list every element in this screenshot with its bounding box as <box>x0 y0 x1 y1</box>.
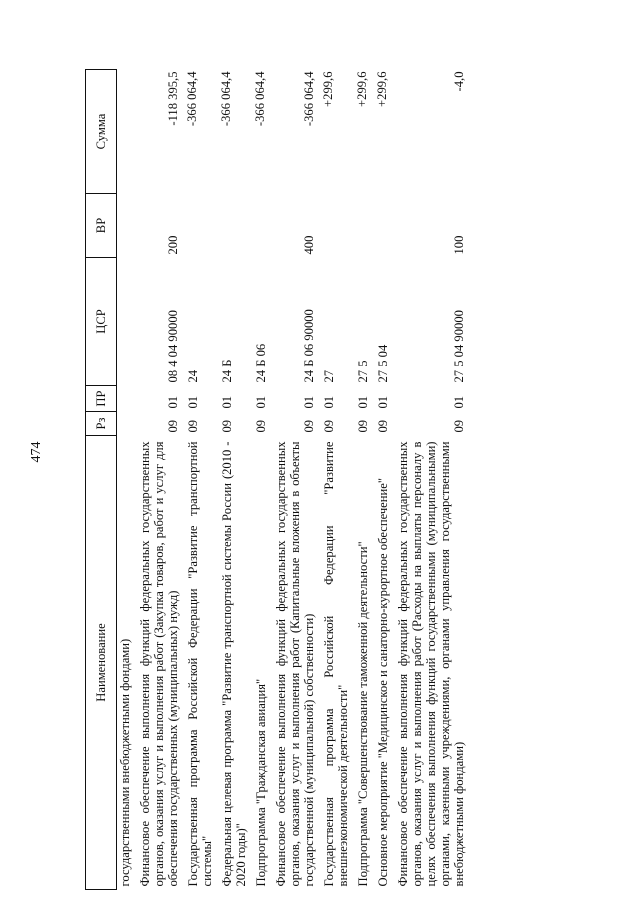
table-row <box>185 70 219 890</box>
cell-sum: +299,6 <box>375 71 389 107</box>
cell-rz: 09 <box>322 419 336 433</box>
cell-csr: 08 4 04 90000 <box>166 310 180 383</box>
cell-pr: 01 <box>322 395 336 409</box>
cell-name: Финансовое обеспечение выполнения функций федеральных государственных органов, оказания услуг и выполнения работ (Расходы на выплаты персоналу в целях обеспечения выполнения функций государственными (муниципальными) органами, казенными учреждениями, органами управления государственными внебюджетными фондами) <box>396 441 466 887</box>
cell-name: Федеральная целевая программа "Развитие транспортной системы России (2010 - 2020 годы)" <box>220 441 248 887</box>
cell-pr: 01 <box>220 395 234 409</box>
cell-pr: 01 <box>376 395 390 409</box>
cell-vr: 100 <box>452 235 466 255</box>
cell-sum: -366 064,4 <box>302 71 316 127</box>
cell-rz: 09 <box>452 419 466 433</box>
cell-vr <box>355 194 375 258</box>
page-number: 474 <box>29 441 44 463</box>
cell-name: Основное мероприятие "Медицинское и санаторно-курортное обеспечение" <box>376 478 390 887</box>
header-pr: ПР <box>86 386 117 412</box>
cell-rz: 09 <box>254 419 268 433</box>
cell-vr: 400 <box>302 235 316 255</box>
cell-vr <box>375 194 395 258</box>
cell-name: государственными внебюджетными фондами) <box>117 436 138 890</box>
cell-vr <box>253 194 273 258</box>
cell-name: Подпрограмма "Гражданская авиация" <box>254 678 268 887</box>
cell-rz: 09 <box>356 419 370 433</box>
cell-pr: 01 <box>254 395 268 409</box>
cell-vr <box>185 194 219 258</box>
cell-sum: -366 064,4 <box>185 71 199 127</box>
table-row <box>273 70 321 890</box>
cell-csr: 27 5 <box>356 360 370 383</box>
cell-pr: 01 <box>356 395 370 409</box>
table-row <box>253 70 273 890</box>
cell-csr: 24 Б 06 <box>254 343 268 383</box>
cell-rz <box>117 412 138 436</box>
cell-csr: 27 5 04 90000 <box>452 310 466 383</box>
cell-csr: 24 Б 06 90000 <box>302 309 316 383</box>
cell-csr <box>117 258 138 386</box>
cell-sum: +299,6 <box>355 71 369 107</box>
cell-rz: 09 <box>186 419 200 433</box>
cell-vr <box>321 194 355 258</box>
cell-name: Подпрограмма "Совершенствование таможенной деятельности" <box>356 541 370 887</box>
table-row <box>375 70 395 890</box>
cell-sum <box>117 70 138 194</box>
cell-rz: 09 <box>302 419 316 433</box>
cell-csr: 24 <box>186 369 200 383</box>
cell-pr <box>117 386 138 412</box>
table-row <box>355 70 375 890</box>
cell-csr: 27 <box>322 369 336 383</box>
header-sum: Сумма <box>86 70 117 194</box>
budget-table-rotated <box>85 70 615 890</box>
cell-vr <box>117 194 138 258</box>
cell-csr: 27 5 04 <box>376 344 390 383</box>
cell-sum: -4,0 <box>452 71 466 92</box>
cell-pr: 01 <box>302 395 316 409</box>
cell-vr <box>219 194 253 258</box>
table-row <box>137 70 185 890</box>
cell-name: Государственная программа Российской Федерации "Развитие внешнеэкономической деятельности" <box>322 441 350 887</box>
header-csr: ЦСР <box>86 258 117 386</box>
header-name: Наименование <box>86 436 117 890</box>
cell-sum: -366 064,4 <box>253 71 267 127</box>
cell-pr: 01 <box>186 395 200 409</box>
cell-rz: 09 <box>220 419 234 433</box>
cell-vr: 200 <box>166 235 180 255</box>
cell-name: Финансовое обеспечение выполнения функций федеральных государственных органов, оказания услуг и выполнения работ (Закупка товаров, работ и услуг для обеспечения государственных (муниципальных) нужд) <box>138 441 180 887</box>
table-row <box>321 70 355 890</box>
cell-sum: -118 395,5 <box>166 71 180 126</box>
table-row <box>219 70 253 890</box>
cell-rz: 09 <box>376 419 390 433</box>
header-vr: ВР <box>86 194 117 258</box>
header-rz: Рз <box>86 412 117 436</box>
cell-sum: -366 064,4 <box>219 71 233 127</box>
cell-rz: 09 <box>166 419 180 433</box>
table-row <box>395 70 471 890</box>
table-row <box>117 70 138 890</box>
cell-csr: 24 Б <box>220 359 234 383</box>
cell-sum: +299,6 <box>321 71 335 107</box>
budget-table <box>85 69 471 890</box>
cell-name: Государственная программа Российской Федерации "Развитие транспортной системы" <box>186 441 214 887</box>
cell-pr: 01 <box>166 395 180 409</box>
table-header <box>86 70 117 890</box>
cell-pr: 01 <box>452 395 466 409</box>
cell-name: Финансовое обеспечение выполнения функций федеральных государственных органов, оказания услуг и выполнения работ (Капитальные вложения в объекты государственной (муниципальной) собственности) <box>274 441 316 887</box>
table-body <box>117 70 472 890</box>
